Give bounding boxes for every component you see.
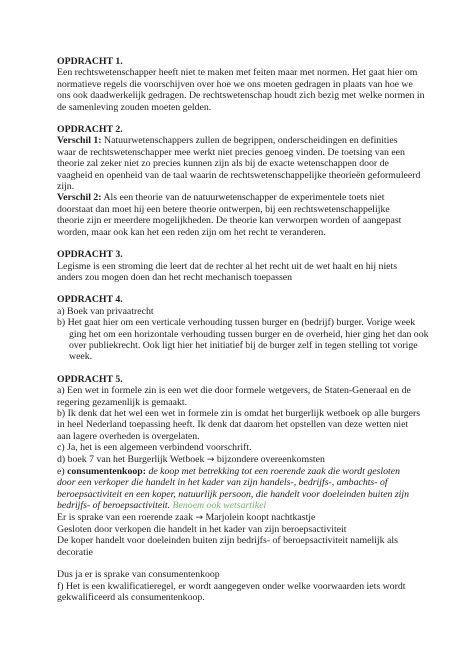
sprake-text-end: Marjolein koopt nachtkastje [203, 511, 316, 523]
paragraph-line: decoratie [57, 546, 93, 558]
verschil-2-label: Verschil 2: [57, 192, 102, 204]
paragraph-line: Een rechtswetenschapper heeft niet te maken met feiten maar met normen. Het gaat hier om [57, 67, 418, 79]
paragraph-line: vaagheid en openheid van de taal waarin de rechtswetenschappelijke theorieën geformuleerd [57, 169, 421, 181]
paragraph-line: week. [69, 351, 93, 363]
paragraph-line: de samenleving zouden moeten gelden. [57, 101, 212, 113]
answer-a: a) Een wet in formele zin is een wet die door formele wetgevers, de Staten-Generaal en de [57, 385, 411, 397]
answer-d [57, 454, 430, 466]
paragraph-line: aan lagere overheden is overgelaten. [57, 430, 200, 442]
sprake-line [57, 512, 430, 524]
answer-b: b) Het gaat hier om een verticale verhouding tussen burger en (bedrijf) burger. Vorige week [57, 317, 416, 329]
definition-line: door een verkoper die handelt in het kader van zijn handels-, bedrijfs-, ambachts- of [57, 477, 388, 489]
paragraph-line: ons ook daadwerkelijk gedragen. De rechtswetenschap houdt zich bezig met welke normen in [57, 90, 425, 102]
verschil-2-line [57, 192, 430, 203]
answer-e-prefix: e) [57, 466, 68, 477]
paragraph-line: in heel Nederland toepassing heeft. Ik denk dat daarom het opstellen van deze wetten niet [57, 419, 409, 431]
answer-c: c) Ja, het is een algemeen verbindend voorschrift. [57, 442, 252, 454]
opdracht-1 [57, 56, 430, 113]
paragraph-line: ging het om een horizontale verhouding tussen burger en de overheid, hier ging het dan ook [69, 328, 429, 340]
paragraph-line: anders zou mogen doen dan het recht mechanisch toepassen [57, 271, 293, 283]
paragraph-line: normatieve regels die voorschijven over hoe we ons moeten gedragen in plaats van hoe we [57, 78, 413, 90]
answer-f: f) Het is een kwalificatieregel, er wordt aangegeven onder welke voorwaarden iets wordt [57, 580, 406, 592]
paragraph-line: zijn. [57, 181, 75, 193]
paragraph-line: theorie zijn er meerdere mogelijkheden. De theorie kan verworpen worden of aangepast [57, 215, 402, 227]
paragraph-line: over publiekrecht. Ook ligt hier het initiatief bij de burger zelf in tegen stelling tot vorige [69, 339, 418, 351]
opdracht-4 [57, 294, 430, 362]
paragraph-line: Gesloten door verkopen die handelt in het kader van zijn beroepsactiviteit [57, 524, 347, 536]
sprake-text: Er is sprake van een roerende zaak [57, 511, 196, 523]
paragraph-line: waar de rechtswetenschapper mee werkt niet precies genoeg vinden. De toetsing van een [57, 146, 405, 158]
feedback-note: Benoem ook wetsartikel [170, 500, 267, 512]
arrow-right-icon: → [206, 454, 215, 465]
definition-text: de koop met betrekking tot een roerende zaak die wordt gesloten [146, 466, 401, 477]
opdracht-2 [57, 124, 430, 238]
verschil-2-text: Als een theorie van de natuurwetenschapper de experimentele toets niet [101, 192, 385, 204]
definition-line: beroepsactiviteit en een koper, natuurlijk persoon, die handelt voor doeleinden buiten zijn [57, 488, 409, 500]
definition-last-line [57, 500, 430, 511]
heading-opdracht-3: OPDRACHT 3. [57, 249, 123, 261]
heading-opdracht-1: OPDRACHT 1. [57, 56, 123, 67]
answer-e-label: consumentenkoop: [67, 466, 146, 477]
paragraph-line: theorie zal zeker niet zo precies kunnen zijn als bij de exacte wetenschappen door de [57, 158, 389, 170]
answer-e [57, 466, 430, 477]
verschil-1-line [57, 135, 430, 146]
heading-opdracht-5: OPDRACHT 5. [57, 373, 123, 385]
answer-d-text-end: bijzondere overeenkomsten [214, 453, 325, 465]
definition-text-end: bedrijfs- of beroepsactiviteit. [57, 500, 171, 512]
paragraph-line: De koper handelt voor doeleinden buiten zijn bedrijfs- of beroepsactiviteit namelijk als [57, 535, 398, 547]
conclusion-line: Dus ja er is sprake van consumentenkoop [57, 569, 220, 581]
answer-b: b) Ik denk dat het wel een wet in formele zin is omdat het burgerlijk wetboek op alle burgers [57, 407, 421, 419]
heading-opdracht-2: OPDRACHT 2. [57, 124, 123, 136]
paragraph-line: worden, maar ook kan het een reden zijn om het recht te veranderen. [57, 226, 326, 238]
verschil-1-text: Natuurwetenschappers zullen de begrippen, onderscheidingen en definities [101, 135, 398, 147]
opdracht-3 [57, 249, 430, 283]
heading-opdracht-4: OPDRACHT 4. [57, 294, 123, 306]
answer-a: a) Boek van privaatrecht [57, 305, 154, 317]
paragraph-line: regering gezamenlijk is gemaakt. [57, 396, 188, 408]
paragraph-line: Legisme is een stroming die leert dat de rechter al het recht uit de wet haalt en hij niets [57, 260, 398, 272]
paragraph-line: gekwalificeerd als consumentenkoop. [57, 592, 205, 604]
opdracht-5 [57, 374, 430, 604]
paragraph-line: doorstaat dan moet hij een betere theorie ontwerpen, bij een rechtswetenschappelijke [57, 203, 390, 215]
verschil-1-label: Verschil 1: [57, 135, 102, 147]
answer-d-text: d) boek 7 van het Burgerlijk Wetboek [57, 453, 207, 465]
arrow-right-icon: → [195, 512, 203, 523]
